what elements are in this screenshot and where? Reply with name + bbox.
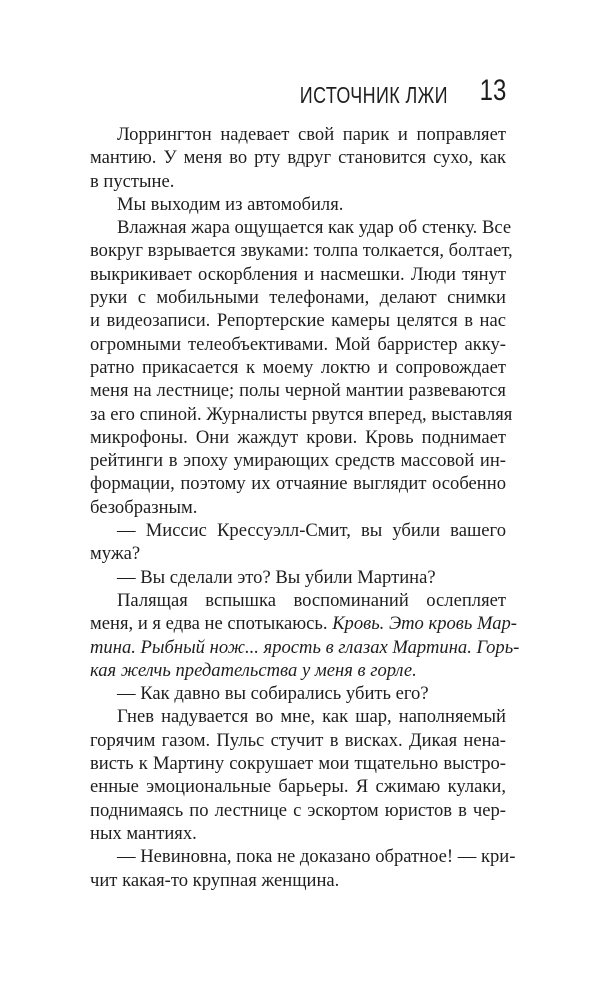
text-line (90, 845, 516, 868)
text-segment: безобразным. (90, 496, 198, 518)
text-segment: енные эмоциональные барьеры. Я сжимаю кулаки, (90, 776, 506, 798)
text-segment: Мы выходим из автомобиля. (117, 193, 344, 215)
text-line (90, 822, 506, 845)
text-segment: Гнев надувается во мне, как шар, наполняемый (117, 706, 506, 728)
text-segment: висть к Мартину сокрушает мои тщательно выстро- (90, 753, 506, 775)
text-line (90, 752, 506, 775)
text-line (90, 286, 506, 309)
text-segment: чит какая-то крупная женщина. (90, 869, 340, 891)
text-line (90, 799, 506, 822)
text-segment: — Миссис Крессуэлл-Смит, вы убили вашего (117, 520, 506, 542)
text-segment: вокруг взрывается звуками: толпа толкается, болтает, (90, 240, 513, 262)
text-segment: за его спиной. Журналисты рвутся вперед, выставляя (90, 403, 513, 425)
text-line (90, 403, 513, 426)
text-segment: мужа? (90, 543, 141, 565)
text-line (90, 775, 506, 798)
text-line (90, 123, 506, 146)
text-segment: — Вы сделали это? Вы убили Мартина? (117, 566, 436, 588)
text-segment: и видеозаписи. Репортерские камеры целятся в нас (90, 310, 506, 332)
text-line (90, 263, 506, 286)
text-line (90, 705, 506, 728)
text-segment: поднимаясь по лестнице с эскортом юристов в чер- (90, 799, 506, 821)
text-line (90, 239, 513, 262)
text-line (90, 542, 506, 565)
text-segment: ных мантиях. (90, 822, 197, 844)
text-segment: ратно прикасается к моему локтю и сопровождает (90, 356, 506, 378)
text-segment: горячим газом. Пульс стучит в висках. Дикая нена- (90, 729, 506, 751)
text-segment: выкрикивает оскорбления и насмешки. Люди тянут (90, 263, 506, 285)
text-line (90, 193, 506, 216)
text-segment: мантию. У меня во рту вдруг становится сухо, как (90, 147, 506, 169)
italic-text-segment: кая желчь предательства у меня в горле. (90, 659, 417, 681)
text-line (90, 566, 506, 589)
text-segment: — Как давно вы собирались убить его? (117, 683, 429, 705)
text-segment: меня на лестнице; полы черной мантии развеваются (90, 380, 506, 402)
text-line (90, 449, 506, 472)
text-line (90, 309, 506, 332)
running-head (90, 70, 506, 110)
text-line (90, 496, 506, 519)
text-segment: Лоррингтон надевает свой парик и поправляет (117, 124, 506, 145)
text-segment: Влажная жара ощущается как удар об стенку. Все (117, 217, 512, 239)
text-line (90, 333, 506, 356)
italic-text-segment: тина. Рыбный нож... ярость в глазах Мартина. Горь- (90, 636, 520, 658)
text-segment: микрофоны. Они жаждут крови. Кровь поднимает (90, 426, 506, 448)
running-title: ИСТОЧНИК ЛЖИ (299, 82, 448, 108)
text-line (90, 519, 506, 542)
text-line (90, 729, 506, 752)
text-line (90, 636, 520, 659)
body-text (90, 123, 520, 892)
text-line (90, 659, 506, 682)
page-number: 13 (479, 74, 506, 107)
text-segment: формации, поэтому их отчаяние выглядит особенно (90, 473, 506, 495)
text-line (90, 426, 506, 449)
text-line (90, 379, 506, 402)
text-line (90, 589, 506, 612)
text-segment: в пустыне. (90, 170, 175, 192)
text-line (90, 170, 506, 193)
text-segment: огромными телеобъективами. Мой барристер акку- (90, 333, 506, 355)
text-segment: рейтинги в эпоху умирающих средств массовой ин- (90, 450, 506, 472)
text-line (90, 682, 506, 705)
text-segment: руки с мобильными телефонами, делают снимки (90, 287, 506, 309)
text-line (90, 612, 517, 635)
text-segment: меня, и я едва не спотыкаюсь. (90, 613, 333, 635)
text-line (90, 472, 506, 495)
text-line (90, 356, 506, 379)
text-line (90, 216, 512, 239)
text-line (90, 146, 506, 169)
text-line (90, 869, 506, 892)
text-segment: Палящая вспышка воспоминаний ослепляет (117, 589, 506, 611)
italic-text-segment: Кровь. Это кровь Мар- (332, 613, 517, 635)
text-segment: — Невиновна, пока не доказано обратное! — кри- (117, 846, 516, 868)
